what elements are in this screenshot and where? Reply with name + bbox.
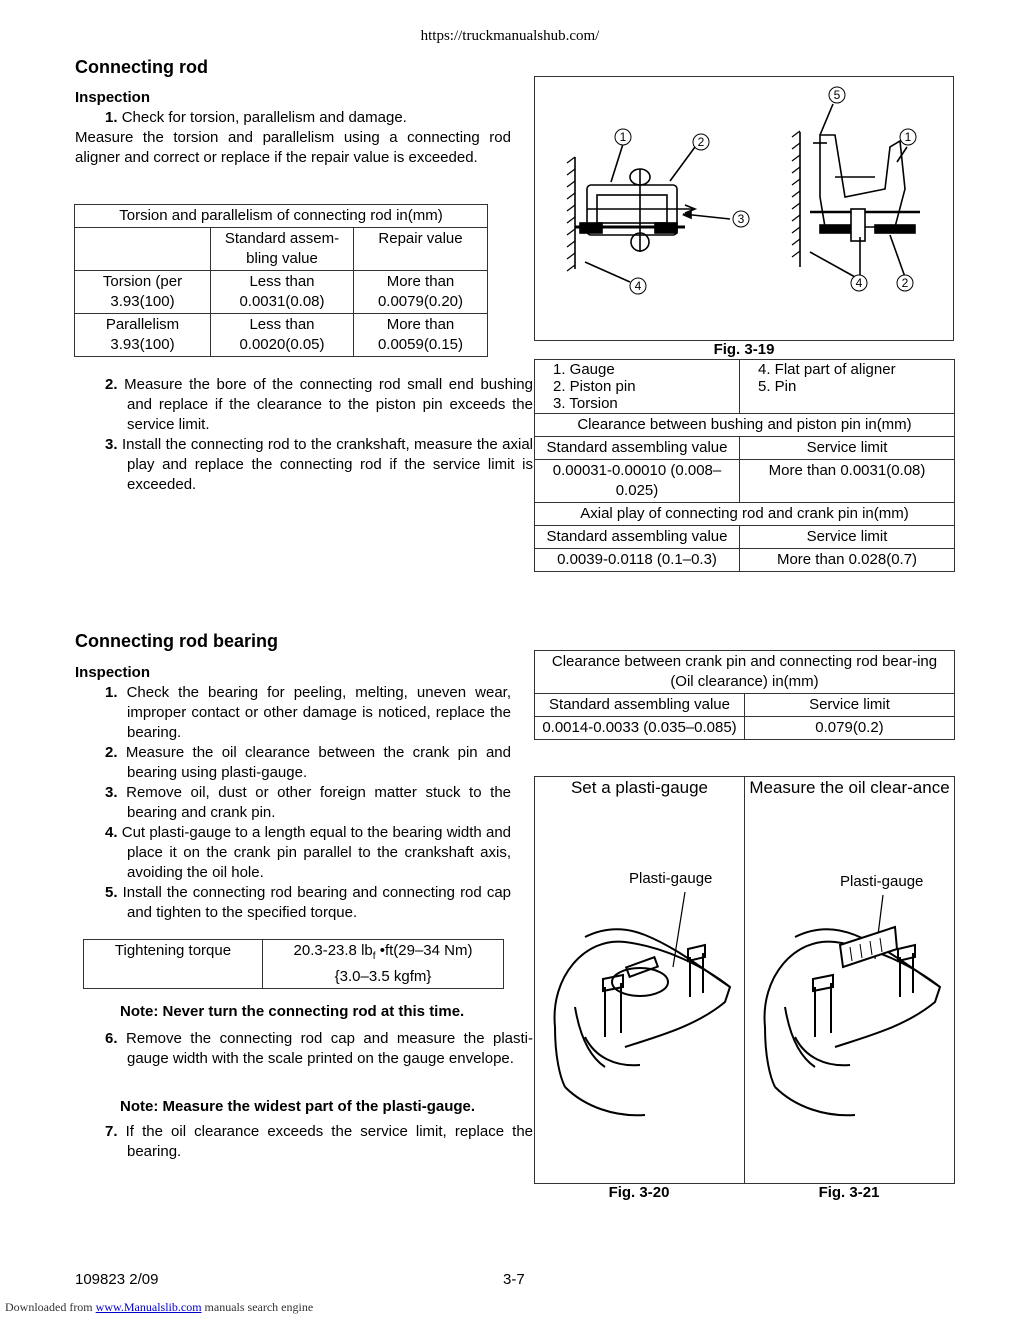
step-text: Install the connecting rod to the crankshaft, measure the axial play and replace the connecting rod if the service limit is exceeded. — [121, 436, 533, 493]
download-prefix: Downloaded from — [5, 1300, 96, 1314]
torque-value-b: •ft(29–34 Nm) — [375, 942, 473, 959]
step-number: 7. — [105, 1123, 118, 1140]
step-7 — [105, 1122, 533, 1162]
step-number: 4. — [105, 824, 118, 841]
table-cell: Less than 0.0020(0.05) — [211, 314, 354, 357]
callout-label: 2 — [901, 276, 909, 290]
page-number: 3-7 — [503, 1271, 525, 1288]
callout-label: 3 — [737, 212, 745, 226]
step-text: Measure the bore of the connecting rod small end bushing and replace if the clearance to the piston pin exceeds the service limit. — [124, 376, 533, 433]
step-number: 5. — [105, 884, 118, 901]
table-caption: Axial play of connecting rod and crank pin in(mm) — [535, 503, 955, 526]
header-url[interactable]: https://truckmanualshub.com/ — [420, 28, 600, 44]
callout-label: 4 — [634, 279, 642, 293]
table-cell: More than 0.0079(0.20) — [354, 271, 488, 314]
step-text: Remove the connecting rod cap and measure the plasti-gauge width with the scale printed on the gauge envelope. — [125, 1030, 534, 1067]
panel-title-measure-oil-clearance: Measure the oil clear-ance — [749, 778, 950, 797]
table-header: Service limit — [740, 526, 955, 549]
table-cell: More than 0.028(0.7) — [740, 549, 955, 572]
step-2 — [105, 743, 511, 783]
figure-caption: Fig. 3-21 — [818, 1184, 880, 1201]
table-row — [535, 460, 955, 503]
table-cell: 0.00031-0.00010 (0.008–0.025) — [535, 460, 740, 503]
note-never-turn: Note: Never turn the connecting rod at this time. — [120, 1003, 465, 1020]
figure-3-19-box — [534, 76, 954, 341]
legend-item: 4. Flat part of aligner — [758, 361, 896, 378]
callout-label: 1 — [904, 130, 912, 144]
table-cell: 0.079(0.2) — [745, 717, 955, 740]
callout-label: 5 — [833, 88, 841, 102]
note-widest-part: Note: Measure the widest part of the plasti-gauge. — [120, 1098, 476, 1115]
step-3 — [105, 783, 511, 823]
legend-right — [740, 360, 955, 414]
table-header: Service limit — [745, 694, 955, 717]
crank-pin-plasti-gauge-illustration — [545, 887, 740, 1127]
table-row — [75, 271, 488, 314]
plasti-gauge-label: Plasti-gauge — [840, 873, 924, 890]
step-text: Measure the oil clearance between the crank pin and bearing using plasti-gauge. — [125, 744, 511, 781]
table-header: Service limit — [740, 437, 955, 460]
torque-value — [263, 940, 504, 989]
step-text: Check for torsion, parallelism and damage. — [121, 109, 407, 126]
table-caption: Clearance between bushing and piston pin in(mm) — [535, 414, 955, 437]
callout-label: 2 — [697, 135, 705, 149]
step-2 — [105, 375, 533, 435]
step-text: If the oil clearance exceeds the service limit, replace the bearing. — [125, 1123, 533, 1160]
legend-left — [535, 360, 740, 414]
table-row — [535, 717, 955, 740]
torque-value-2: {3.0–3.5 kgfm} — [334, 968, 432, 985]
torsion-parallelism-table — [74, 204, 488, 357]
figure-3-20-3-21-box — [534, 776, 955, 1184]
callout-label: 4 — [855, 276, 863, 290]
table-header-blank — [75, 228, 211, 271]
table-cell: More than 0.0059(0.15) — [354, 314, 488, 357]
plasti-gauge-label: Plasti-gauge — [629, 870, 713, 887]
step-number: 6. — [105, 1030, 118, 1047]
step-4 — [105, 823, 511, 883]
legend-item: 1. Gauge — [553, 361, 615, 378]
step-1 — [105, 683, 511, 743]
measure-plasti-gauge-illustration — [755, 887, 950, 1127]
torque-label: Tightening torque — [84, 940, 263, 989]
table-cell: More than 0.0031(0.08) — [740, 460, 955, 503]
table-caption: Clearance between crank pin and connecting rod bear-ing (Oil clearance) in(mm) — [535, 651, 955, 694]
step-number: 1. — [105, 684, 118, 701]
inspection-heading: Inspection — [75, 664, 151, 681]
legend-item: 3. Torsion — [553, 395, 618, 412]
inspection-heading: Inspection — [75, 89, 151, 106]
table-row — [75, 314, 488, 357]
step-number: 2. — [105, 376, 118, 393]
panel-title-set-plasti-gauge: Set a plasti-gauge — [570, 778, 709, 797]
step-number: 1. — [105, 109, 118, 126]
download-notice — [5, 1300, 313, 1315]
figure-divider — [744, 777, 745, 1183]
connecting-rod-aligner-illustration — [535, 77, 953, 340]
torque-value-a: 20.3-23.8 lb — [293, 942, 373, 959]
step-text: Install the connecting rod bearing and connecting rod cap and tighten to the specified torque. — [122, 884, 512, 921]
figure-caption: Fig. 3-20 — [608, 1184, 670, 1201]
table-header: Standard assembling value — [535, 694, 745, 717]
table-header: Repair value — [354, 228, 488, 271]
torque-value-sub: f — [372, 951, 376, 962]
table-header: Standard assembling value — [535, 437, 740, 460]
table-row — [535, 549, 955, 572]
table-header: Standard assem-bling value — [211, 228, 354, 271]
fig-3-19-legend-and-clearance-tables — [534, 359, 955, 572]
section-title-connecting-rod: Connecting rod — [75, 57, 208, 77]
table-cell: Torsion (per 3.93(100) — [75, 271, 211, 314]
oil-clearance-table — [534, 650, 955, 740]
table-caption: Torsion and parallelism of connecting rod in(mm) — [75, 205, 488, 228]
step-3 — [105, 435, 533, 495]
callout-label: 1 — [619, 130, 627, 144]
step-6 — [105, 1029, 533, 1069]
step-number: 2. — [105, 744, 118, 761]
step-number: 3. — [105, 436, 118, 453]
section-title-connecting-rod-bearing: Connecting rod bearing — [75, 631, 279, 651]
footer-doc-id: 109823 2/09 — [75, 1271, 159, 1288]
download-suffix: manuals search engine — [201, 1300, 314, 1314]
step-text: Cut plasti-gauge to a length equal to the bearing width and place it on the crank pin parallel to the crankshaft axis, avoiding the oil hole. — [121, 824, 511, 881]
step-number: 3. — [105, 784, 118, 801]
intro-paragraph: Measure the torsion and parallelism using a connecting rod aligner and correct or replace if the repair value is exceeded. — [75, 129, 511, 166]
step-1 — [105, 108, 511, 128]
figure-caption: Fig. 3-19 — [713, 341, 775, 358]
table-cell: 0.0039-0.0118 (0.1–0.3) — [535, 549, 740, 572]
manualslib-link[interactable]: www.Manualslib.com — [95, 1300, 202, 1314]
table-header: Standard assembling value — [535, 526, 740, 549]
step-text: Remove oil, dust or other foreign matter stuck to the bearing and crank pin. — [126, 784, 511, 821]
bearing-steps — [105, 683, 511, 923]
step-5 — [105, 883, 511, 923]
tightening-torque-table — [83, 939, 504, 989]
table-cell: 0.0014-0.0033 (0.035–0.085) — [535, 717, 745, 740]
table-cell: Less than 0.0031(0.08) — [211, 271, 354, 314]
legend-item: 5. Pin — [758, 378, 797, 395]
table-cell: Parallelism 3.93(100) — [75, 314, 211, 357]
legend-item: 2. Piston pin — [553, 378, 636, 395]
step-text: Check the bearing for peeling, melting, uneven wear, improper contact or other damage is noticed, replace the bearing. — [126, 684, 511, 741]
